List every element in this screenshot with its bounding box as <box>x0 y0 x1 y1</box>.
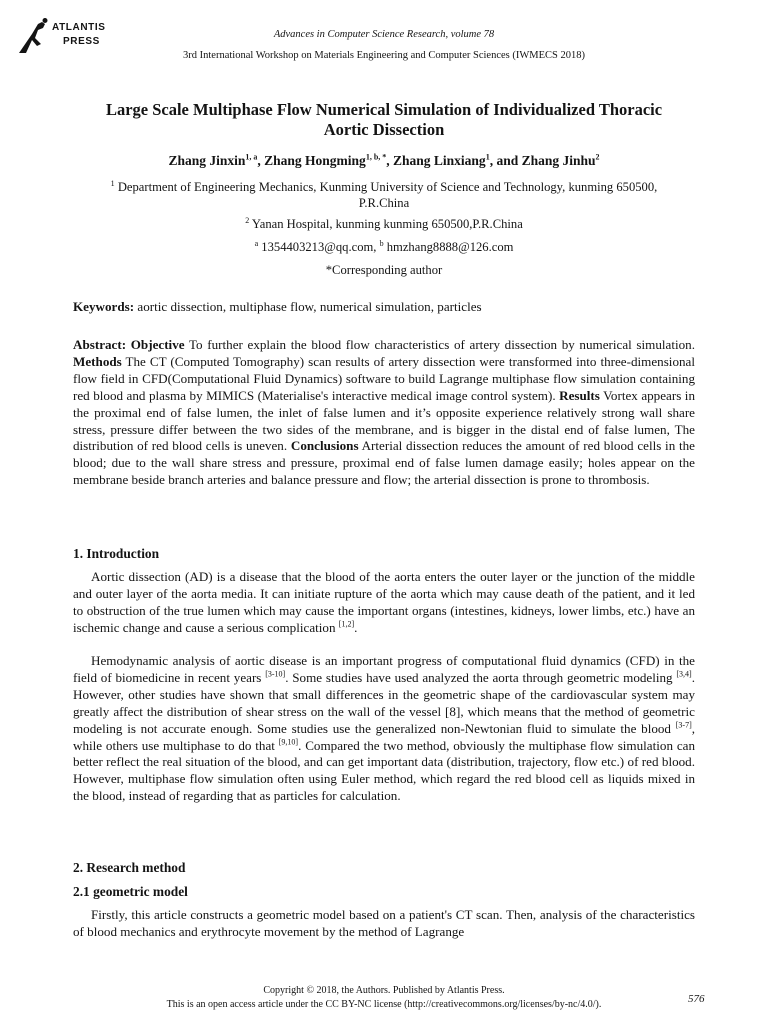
results-label: Results <box>559 387 600 403</box>
intro-paragraph-2 <box>73 653 695 805</box>
author-name: Zhang Hongming <box>264 153 366 168</box>
abstract-label: Abstract: <box>73 337 127 352</box>
author-separator: , and <box>489 153 522 168</box>
author-sup: 1, b, * <box>365 152 387 162</box>
conference-header: 3rd International Workshop on Materials Engineering and Computer Sciences (IWMECS 2018) <box>183 50 585 61</box>
keywords <box>73 299 695 316</box>
conclusions-text: Arterial dissection reduces the amount of red blood cells in the blood; due to the wall share stress and pressure, proximal end of false lumen damage easily; holes appear on the membrane beside branch arteries and balance pressure and flow; the arterial dissection is prone to thrombosis. <box>73 438 695 488</box>
citation: [9,10] <box>278 737 299 747</box>
keywords-label: Keywords: <box>73 299 135 314</box>
email-sup: a <box>254 238 259 248</box>
email-b: hmzhang8888@126.com <box>386 240 514 254</box>
author-sup: 1 <box>485 152 490 162</box>
affiliation-text: Department of Engineering Mechanics, Kunming University of Science and Technology, kunming 650500, <box>117 180 658 194</box>
conclusions-label: Conclusions <box>290 438 359 454</box>
citation: [3-7] <box>675 720 692 730</box>
section-heading-introduction: 1. Introduction <box>73 546 160 561</box>
author-separator: , <box>257 153 265 168</box>
citation: [3-10] <box>265 669 286 679</box>
corresponding-author-note: *Corresponding author <box>325 263 443 277</box>
keywords-text: aortic dissection, multiphase flow, numerical simulation, particles <box>137 299 482 314</box>
paper-title <box>60 100 708 140</box>
results-text: Vortex appears in the proximal end of false lumen, the inlet of false lumen and it’s opposite experience relatively strong wall share stress, pressure differ between the two sides of the membrane, and is bigger in the distal end of false lumen, The distribution of red blood cells is uneven. <box>73 387 695 454</box>
paragraph-text: . <box>354 619 358 635</box>
license-notice: This is an open access article under the CC BY-NC license (http://creativecommons.org/licenses/by-nc/4.0/). <box>166 999 602 1010</box>
author-emails <box>70 239 698 255</box>
affiliation-1 <box>70 179 698 195</box>
publisher-name-line2: PRESS <box>63 36 100 47</box>
methods-label: Methods <box>73 353 122 369</box>
citation: [1,2] <box>338 619 355 629</box>
abstract <box>73 337 695 489</box>
author-sup: 2 <box>595 152 600 162</box>
paragraph-text: Hemodynamic analysis of aortic disease is an important progress of computational fluid dynamics (CFD) in the field of biomedicine in recent years <box>73 653 695 685</box>
affiliation-text: Yanan Hospital, kunming kunming 650500,P.R.China <box>251 217 523 231</box>
geometric-model-paragraph: Firstly, this article constructs a geometric model based on a patient's CT scan. Then, analysis of the characteristics of blood mechanics and erythrocyte movement by the method of Lagrange <box>73 907 695 939</box>
publisher-name-line1: ATLANTIS <box>52 22 106 33</box>
objective-label: Objective <box>130 337 185 352</box>
affiliation-sup: 1 <box>110 178 115 188</box>
paragraph-text: , while others use multiphase to do that <box>73 720 696 753</box>
intro-paragraph-1 <box>73 569 695 637</box>
paragraph-text: . Compared the two method, obviously the multiphase flow simulation can better reflect the real situation of the blood, and can get important data (distribution, trajectory, flow etc.) of red blood. However, multiphase flow simulation often using Euler method, which regard the red blood cell as liquids mixed in the blood, instead of regarding that as particles for calculation. <box>73 737 695 804</box>
title-line-1: Large Scale Multiphase Flow Numerical Simulation of Individualized Thoracic <box>105 100 663 119</box>
author-separator: , <box>386 153 394 168</box>
methods-text: The CT (Computed Tomography) scan results of artery dissection were transformed into three-dimensional flow field in CFD(Computational Fluid Dynamics) software to build Lagrange multiphase flow simulation containing red blood and plasma by MIMICS (Materialise's interactive medical image control system). <box>73 353 695 403</box>
citation: [3,4] <box>676 669 692 679</box>
affiliation-1-country: P.R.China <box>358 196 410 210</box>
copyright-notice: Copyright © 2018, the Authors. Published by Atlantis Press. <box>263 985 505 996</box>
paragraph-text: . Some studies have used analyzed the aorta through geometric modeling <box>285 669 673 685</box>
section-heading-research-method: 2. Research method <box>73 860 186 875</box>
objective-text: To further explain the blood flow characteristics of artery dissection by numerical simulation. <box>188 337 695 352</box>
journal-header: Advances in Computer Science Research, volume 78 <box>273 29 495 40</box>
affiliation-2 <box>70 216 698 232</box>
subsection-heading-geometric-model: 2.1 geometric model <box>73 884 188 899</box>
email-sup: b <box>379 238 384 248</box>
title-line-2: Aortic Dissection <box>323 120 445 139</box>
page-number: 576 <box>688 993 705 1005</box>
email-a: 1354403213@qq.com, <box>261 240 377 254</box>
author-name: Zhang Jinxin <box>168 153 246 168</box>
author-sup: 1, a <box>245 152 258 162</box>
paragraph-text: Aortic dissection (AD) is a disease that the blood of the aorta enters the outer layer or the junction of the middle and outer layer of the aorta media. It can initiate rupture of the aorta which may cause death of the patient, and it led to obstruction of the true lumen which may cause the important organs (intestines, kidneys, lower limbs, etc.) have an ischemic change and cause a serious complication <box>73 569 695 635</box>
author-list <box>60 152 708 169</box>
author-name: Zhang Linxiang <box>393 153 486 168</box>
paragraph-text: . However, other studies have shown that small differences in the geometric shape of the cardiovascular system may greatly affect the distribution of shear stress on the wall of the vessel [8], which means that the method of geometric modeling is not accurate enough. Some studies use the generalized non-Newtonian fluid to simulate the blood <box>73 669 695 736</box>
affiliation-sup: 2 <box>245 215 250 225</box>
author-name: Zhang Jinhu <box>521 153 596 168</box>
